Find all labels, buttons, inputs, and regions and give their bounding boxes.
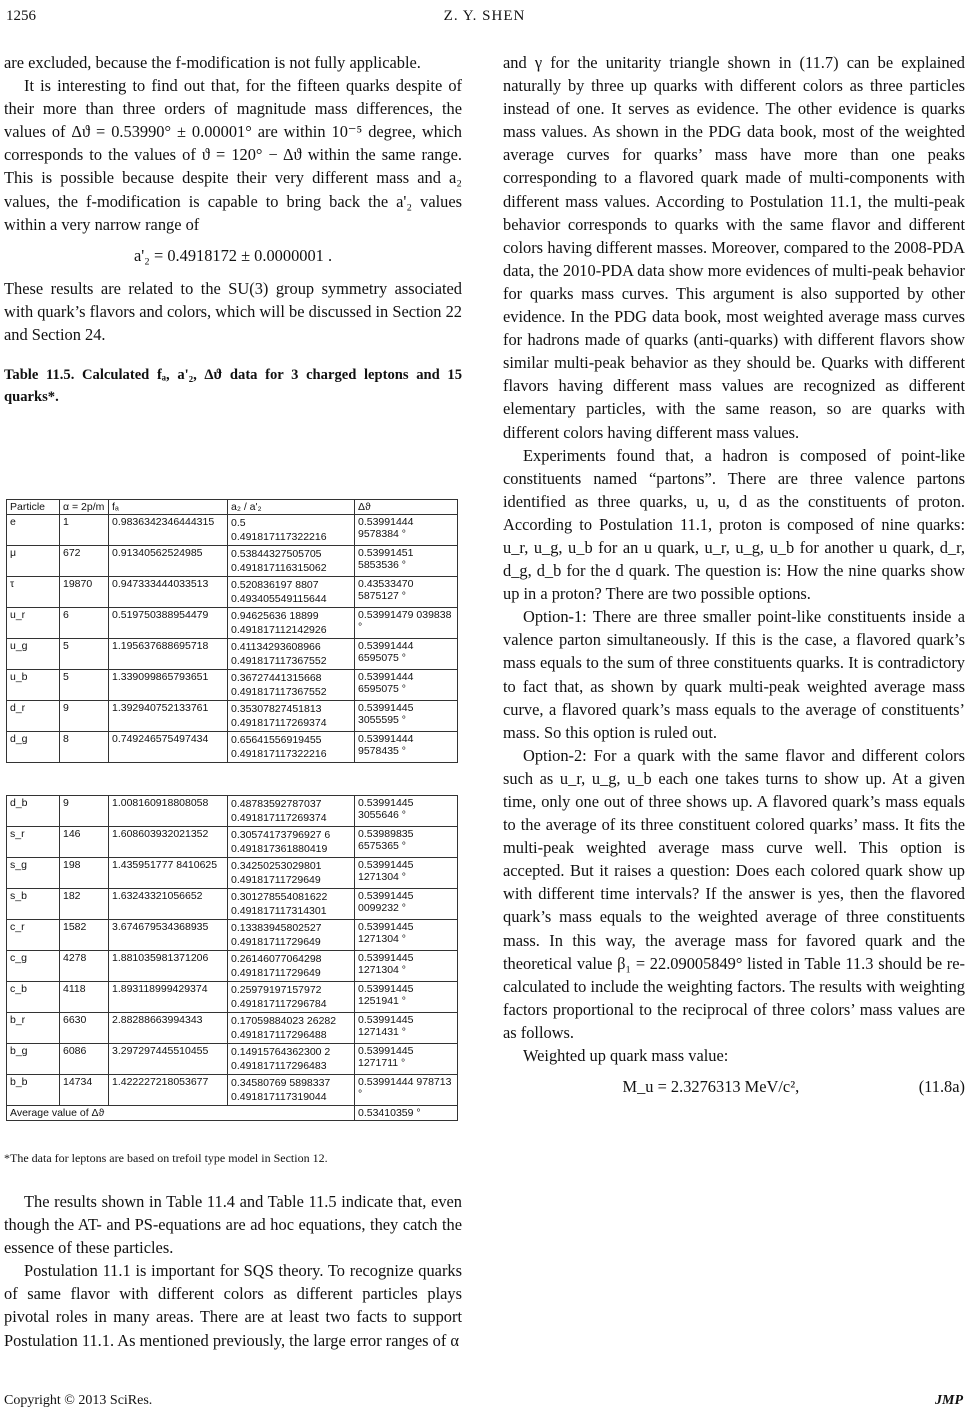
- cell-delta-theta: 0.53991444 6595075 °: [355, 639, 458, 670]
- cell-delta-theta: 0.53991445 1271304 °: [355, 951, 458, 982]
- header-a2: a₂ / a'₂: [228, 500, 355, 515]
- cell-a2-prime-value: 0.491817117322216: [231, 531, 327, 543]
- paragraph: It is interesting to find out that, for the fifteen quarks despite of their more than three orders of magnitude mass differences, the values of Δϑ = 0.53990° ± 0.00001° are within 10⁻⁵ degree, which corresponds to the values of ϑ = 120° − Δϑ within the same range. This is possible because despite their very different mass and a₂ values, the f-modification is capable to bring back the a'₂ values within a very narrow range of: [4, 76, 462, 234]
- cell-a2-prime-value: 0.493405549115644: [231, 593, 327, 605]
- cell-fa: 3.674679534368935: [109, 920, 228, 951]
- cell-a2-value: 0.520836197 8807: [231, 579, 319, 591]
- cell-a2: [228, 732, 355, 763]
- table-average-row: [7, 1106, 458, 1121]
- cell-fa: 3.297297445510455: [109, 1044, 228, 1075]
- cell-fa: 0.749246575497434: [109, 732, 228, 763]
- table-row: [7, 732, 458, 763]
- table-header-row: [7, 500, 458, 515]
- cell-a2-prime-value: 0.491817112142926: [231, 624, 327, 636]
- cell-particle: d_g: [7, 732, 60, 763]
- header-delta-theta: Δϑ: [355, 500, 458, 515]
- table-row: [7, 639, 458, 670]
- table-row: [7, 889, 458, 920]
- cell-a2-value: 0.41134293608966: [231, 641, 321, 653]
- header-alpha: α = 2p/m: [60, 500, 109, 515]
- cell-a2-prime-value: 0.491817117314301: [231, 905, 327, 917]
- cell-a2-value: 0.94625636 18899: [231, 610, 319, 622]
- cell-alpha: 9: [60, 701, 109, 732]
- cell-alpha: 146: [60, 827, 109, 858]
- table-row: [7, 982, 458, 1013]
- cell-a2-value: 0.34580769 5898337: [231, 1077, 331, 1089]
- table-row: [7, 796, 458, 827]
- cell-a2-prime-value: 0.49181711729649: [231, 967, 321, 979]
- cell-alpha: 14734: [60, 1075, 109, 1106]
- cell-particle: c_g: [7, 951, 60, 982]
- header-particle: Particle: [7, 500, 60, 515]
- cell-delta-theta: 0.53989835 6575365 °: [355, 827, 458, 858]
- cell-particle: τ: [7, 577, 60, 608]
- cell-a2: [228, 546, 355, 577]
- cell-a2: [228, 827, 355, 858]
- cell-a2-value: 0.30574173796927 6: [231, 829, 331, 841]
- cell-a2-prime-value: 0.491817116315062: [231, 562, 327, 574]
- cell-delta-theta: 0.53991451 5853536 °: [355, 546, 458, 577]
- equation-number: (11.8a): [918, 1077, 965, 1097]
- cell-a2-prime-value: 0.491817117269374: [231, 717, 327, 729]
- cell-a2: [228, 1013, 355, 1044]
- cell-particle: u_b: [7, 670, 60, 701]
- cell-alpha: 6: [60, 608, 109, 639]
- cell-delta-theta: 0.53991444 9578384 °: [355, 515, 458, 546]
- table-caption: Table 11.5. Calculated fₐ, a'₂, Δϑ data for 3 charged leptons and 15 quarks*.: [4, 367, 462, 406]
- cell-a2-prime-value: 0.49181711729649: [231, 874, 321, 886]
- cell-alpha: 6630: [60, 1013, 109, 1044]
- paragraph: Weighted up quark mass value:: [523, 1046, 729, 1066]
- cell-a2: [228, 982, 355, 1013]
- cell-particle: c_r: [7, 920, 60, 951]
- cell-particle: d_b: [7, 796, 60, 827]
- cell-fa: 1.422227218053677: [109, 1075, 228, 1106]
- cell-delta-theta: 0.53991445 0099232 °: [355, 889, 458, 920]
- cell-fa: 1.392940752133761: [109, 701, 228, 732]
- cell-a2-value: 0.14915764362300 2: [231, 1046, 331, 1058]
- paragraph: and γ for the unitarity triangle shown in (11.7) can be explained naturally by three up quarks with different colors as three particles instead of one. It serves as evidence. The other evidence is quarks mass values. As shown in the PDG data book, most of the weighted average curves for quarks’ mass have more than one peaks corresponding to a flavored quark made of multi-components with different mass values. According to Postulation 11.1, the multi-peak behavior corresponds to quarks with the same flavor and different colors having different masses. Moreover, compared to the 2008-PDA data, the 2010-PDA data show more evidences of multi-peak behavior for quarks mass curves. This argument is also supported by other evidence. In the PDG data book, most weighted average mass curves for hadrons made of quarks (anti-quarks) with different flavors show similar multi-peak behavior as they should be. Quarks with different flavors having different mass values are recognized as different elementary particles, with the same reason, so are quarks with different colors having different mass values.: [503, 53, 965, 442]
- cell-delta-theta: 0.53991445 1251941 °: [355, 982, 458, 1013]
- cell-alpha: 1: [60, 515, 109, 546]
- cell-fa: 2.88288663994343: [109, 1013, 228, 1044]
- paragraph: Postulation 11.1 is important for SQS theory. To recognize quarks of same flavor with different colors as different particles plays pivotal roles in many areas. There are at least two facts to support Postulation 11.1. As mentioned previously, the large error ranges of α: [4, 1261, 462, 1350]
- cell-particle: u_g: [7, 639, 60, 670]
- journal-abbrev: JMP: [935, 1393, 963, 1408]
- cell-fa: 1.195637688695718: [109, 639, 228, 670]
- table-row: [7, 827, 458, 858]
- cell-alpha: 672: [60, 546, 109, 577]
- cell-a2-value: 0.48783592787037: [231, 798, 322, 810]
- cell-particle: s_r: [7, 827, 60, 858]
- cell-a2-prime-value: 0.491817117367552: [231, 655, 327, 667]
- paragraph: The results shown in Table 11.4 and Table 11.5 indicate that, even though the AT- and PS-equations are ad hoc equations, they catch the essence of these particles.: [4, 1192, 462, 1258]
- cell-fa: 0.947333444033513: [109, 577, 228, 608]
- cell-fa: 1.63243321056652: [109, 889, 228, 920]
- cell-particle: d_r: [7, 701, 60, 732]
- cell-particle: c_b: [7, 982, 60, 1013]
- table-row: [7, 577, 458, 608]
- cell-a2: [228, 889, 355, 920]
- table-row: [7, 1044, 458, 1075]
- table-row: [7, 515, 458, 546]
- cell-a2-prime-value: 0.491817117319044: [231, 1091, 327, 1103]
- cell-particle: μ: [7, 546, 60, 577]
- right-column: [503, 51, 965, 1108]
- paragraph: These results are related to the SU(3) group symmetry associated with quark’s flavors and colors, which will be discussed in Section 22 and Section 24.: [4, 278, 462, 345]
- cell-alpha: 4118: [60, 982, 109, 1013]
- cell-a2: [228, 796, 355, 827]
- cell-alpha: 182: [60, 889, 109, 920]
- cell-a2-value: 0.5: [231, 517, 246, 529]
- table-row: [7, 1013, 458, 1044]
- cell-alpha: 1582: [60, 920, 109, 951]
- cell-a2-prime-value: 0.491817117367552: [231, 686, 327, 698]
- cell-fa: 1.881035981371206: [109, 951, 228, 982]
- table-row: [7, 858, 458, 889]
- cell-delta-theta: 0.53991445 1271304 °: [355, 858, 458, 889]
- table-row: [7, 546, 458, 577]
- cell-a2: [228, 858, 355, 889]
- cell-a2: [228, 1075, 355, 1106]
- cell-fa: 1.339099865793651: [109, 670, 228, 701]
- paragraph: Experiments found that, a hadron is composed of point-like constituents named “partons”. There are three valence partons identified as three quarks, u, u, d as the constituents of proton. According to Postulation 11.1, proton is composed of nine quarks: u_r, u_g, u_b for an u quark, u_r, u_g, u_b for another u quark, d_r, d_g, d_b for the d quark. The question is: How the nine quarks show up in a proton? There are two possible options.: [503, 445, 965, 604]
- cell-particle: s_g: [7, 858, 60, 889]
- cell-a2-value: 0.35307827451813: [231, 703, 322, 715]
- cell-alpha: 19870: [60, 577, 109, 608]
- cell-alpha: 6086: [60, 1044, 109, 1075]
- table-row: [7, 608, 458, 639]
- paragraph: are excluded, because the f-modification is not fully applicable.: [4, 53, 421, 72]
- average-value: 0.53410359 °: [355, 1106, 458, 1121]
- cell-alpha: 5: [60, 639, 109, 670]
- cell-a2-value: 0.17059884023 26282: [231, 1015, 337, 1027]
- cell-fa: 1.435951777 8410625: [109, 858, 228, 889]
- table-row: [7, 701, 458, 732]
- cell-a2-value: 0.301278554081622: [231, 891, 328, 903]
- cell-particle: u_r: [7, 608, 60, 639]
- cell-a2: [228, 515, 355, 546]
- cell-fa: 1.893118999429374: [109, 982, 228, 1013]
- cell-a2-value: 0.34250253029801: [231, 860, 322, 872]
- data-table-part-2: [6, 795, 458, 1121]
- cell-fa: 0.519750388954479: [109, 608, 228, 639]
- table-row: [7, 920, 458, 951]
- cell-a2: [228, 951, 355, 982]
- cell-a2: [228, 577, 355, 608]
- equation-mu: [503, 1075, 965, 1098]
- cell-delta-theta: 0.53991445 3055595 °: [355, 701, 458, 732]
- cell-delta-theta: 0.43533470 5875127 °: [355, 577, 458, 608]
- cell-a2: [228, 920, 355, 951]
- cell-a2: [228, 670, 355, 701]
- cell-a2-value: 0.25979197157972: [231, 984, 322, 996]
- table-row: [7, 951, 458, 982]
- table-row: [7, 1075, 458, 1106]
- cell-a2: [228, 701, 355, 732]
- cell-a2: [228, 639, 355, 670]
- cell-a2-prime-value: 0.491817117296488: [231, 1029, 327, 1041]
- cell-fa: 0.9836342346444315: [109, 515, 228, 546]
- cell-alpha: 8: [60, 732, 109, 763]
- cell-a2: [228, 608, 355, 639]
- cell-delta-theta: 0.53991444 9578435 °: [355, 732, 458, 763]
- cell-delta-theta: 0.53991445 1271711 °: [355, 1044, 458, 1075]
- cell-particle: b_g: [7, 1044, 60, 1075]
- cell-alpha: 5: [60, 670, 109, 701]
- cell-particle: e: [7, 515, 60, 546]
- cell-delta-theta: 0.53991479 039838 °: [355, 608, 458, 639]
- cell-delta-theta: 0.53991445 1271304 °: [355, 920, 458, 951]
- cell-a2-prime-value: 0.491817117296483: [231, 1060, 327, 1072]
- cell-alpha: 4278: [60, 951, 109, 982]
- data-table-part-1: [6, 499, 458, 763]
- cell-delta-theta: 0.53991445 1271431 °: [355, 1013, 458, 1044]
- cell-a2-value: 0.13383945802527: [231, 922, 322, 934]
- running-author: Z. Y. SHEN: [443, 8, 526, 24]
- cell-alpha: 9: [60, 796, 109, 827]
- header-fa: fₐ: [109, 500, 228, 515]
- cell-particle: b_r: [7, 1013, 60, 1044]
- equation-mu-body: M_u = 2.3276313 MeV/c²,: [622, 1077, 800, 1097]
- cell-a2-value: 0.65641556919455: [231, 734, 322, 746]
- cell-a2-prime-value: 0.491817361880419: [231, 843, 328, 855]
- cell-fa: 1.008160918808058: [109, 796, 228, 827]
- table-footnote: *The data for leptons are based on trefoil type model in Section 12.: [4, 1151, 328, 1165]
- equation-a2: a'₂ = 0.4918172 ± 0.0000001 .: [133, 245, 333, 265]
- average-label: Average value of Δϑ: [7, 1106, 355, 1121]
- cell-a2-value: 0.26146077064298: [231, 953, 322, 965]
- left-column-bottom: [4, 1190, 462, 1352]
- cell-a2-prime-value: 0.491817117322216: [231, 748, 327, 760]
- left-column-top: [4, 51, 462, 408]
- cell-delta-theta: 0.53991444 6595075 °: [355, 670, 458, 701]
- cell-a2-prime-value: 0.49181711729649: [231, 936, 321, 948]
- page-number: 1256: [6, 8, 36, 24]
- cell-a2-value: 0.36727441315668: [231, 672, 322, 684]
- cell-fa: 0.91340562524985: [109, 546, 228, 577]
- paragraph-option-1: Option-1: There are three smaller point-like constituents inside a valence parton simultaneously. If this is the case, a flavored quark’s mass equals to the sum of three constituents quarks. It is contradictory to fact that, as shown by quark multi-peak weighted average mass curve, a flavored quark’s mass equals to the average of constituents’ mass. So this option is ruled out.: [503, 607, 965, 742]
- cell-alpha: 198: [60, 858, 109, 889]
- cell-fa: 1.608603932021352: [109, 827, 228, 858]
- copyright: Copyright © 2013 SciRes.: [4, 1393, 153, 1408]
- table-row: [7, 670, 458, 701]
- cell-delta-theta: 0.53991445 3055646 °: [355, 796, 458, 827]
- cell-particle: s_b: [7, 889, 60, 920]
- cell-a2: [228, 1044, 355, 1075]
- cell-a2-value: 0.53844327505705: [231, 548, 322, 560]
- paragraph-option-2: Option-2: For a quark with the same flavor and different colors such as u_r, u_g, u_b each one takes turns to show up. At a given time, only one out of three shows up. A flavored quark’s mass equals to the average of its three constituent colored quarks’ mass. It fits the multi-peak weighted average mass curve well. This option is accepted. But it raises a question: Does each colored quark show up with different time intervals? If the answer is yes, then the flavored quark’s mass equals to the weighted average of three constituents mass. In this way, the average mass for favored quark and the theoretical value β₁ = 22.09005849° listed in Table 11.3 should be re-calculated to include the weighting factors. The results with weighting factors proportional to the reciprocal of three colors’ mass values are as follows.: [503, 745, 965, 1042]
- cell-a2-prime-value: 0.491817117296784: [231, 998, 327, 1010]
- cell-particle: b_b: [7, 1075, 60, 1106]
- cell-a2-prime-value: 0.491817117269374: [231, 812, 327, 824]
- cell-delta-theta: 0.53991444 978713 °: [355, 1075, 458, 1106]
